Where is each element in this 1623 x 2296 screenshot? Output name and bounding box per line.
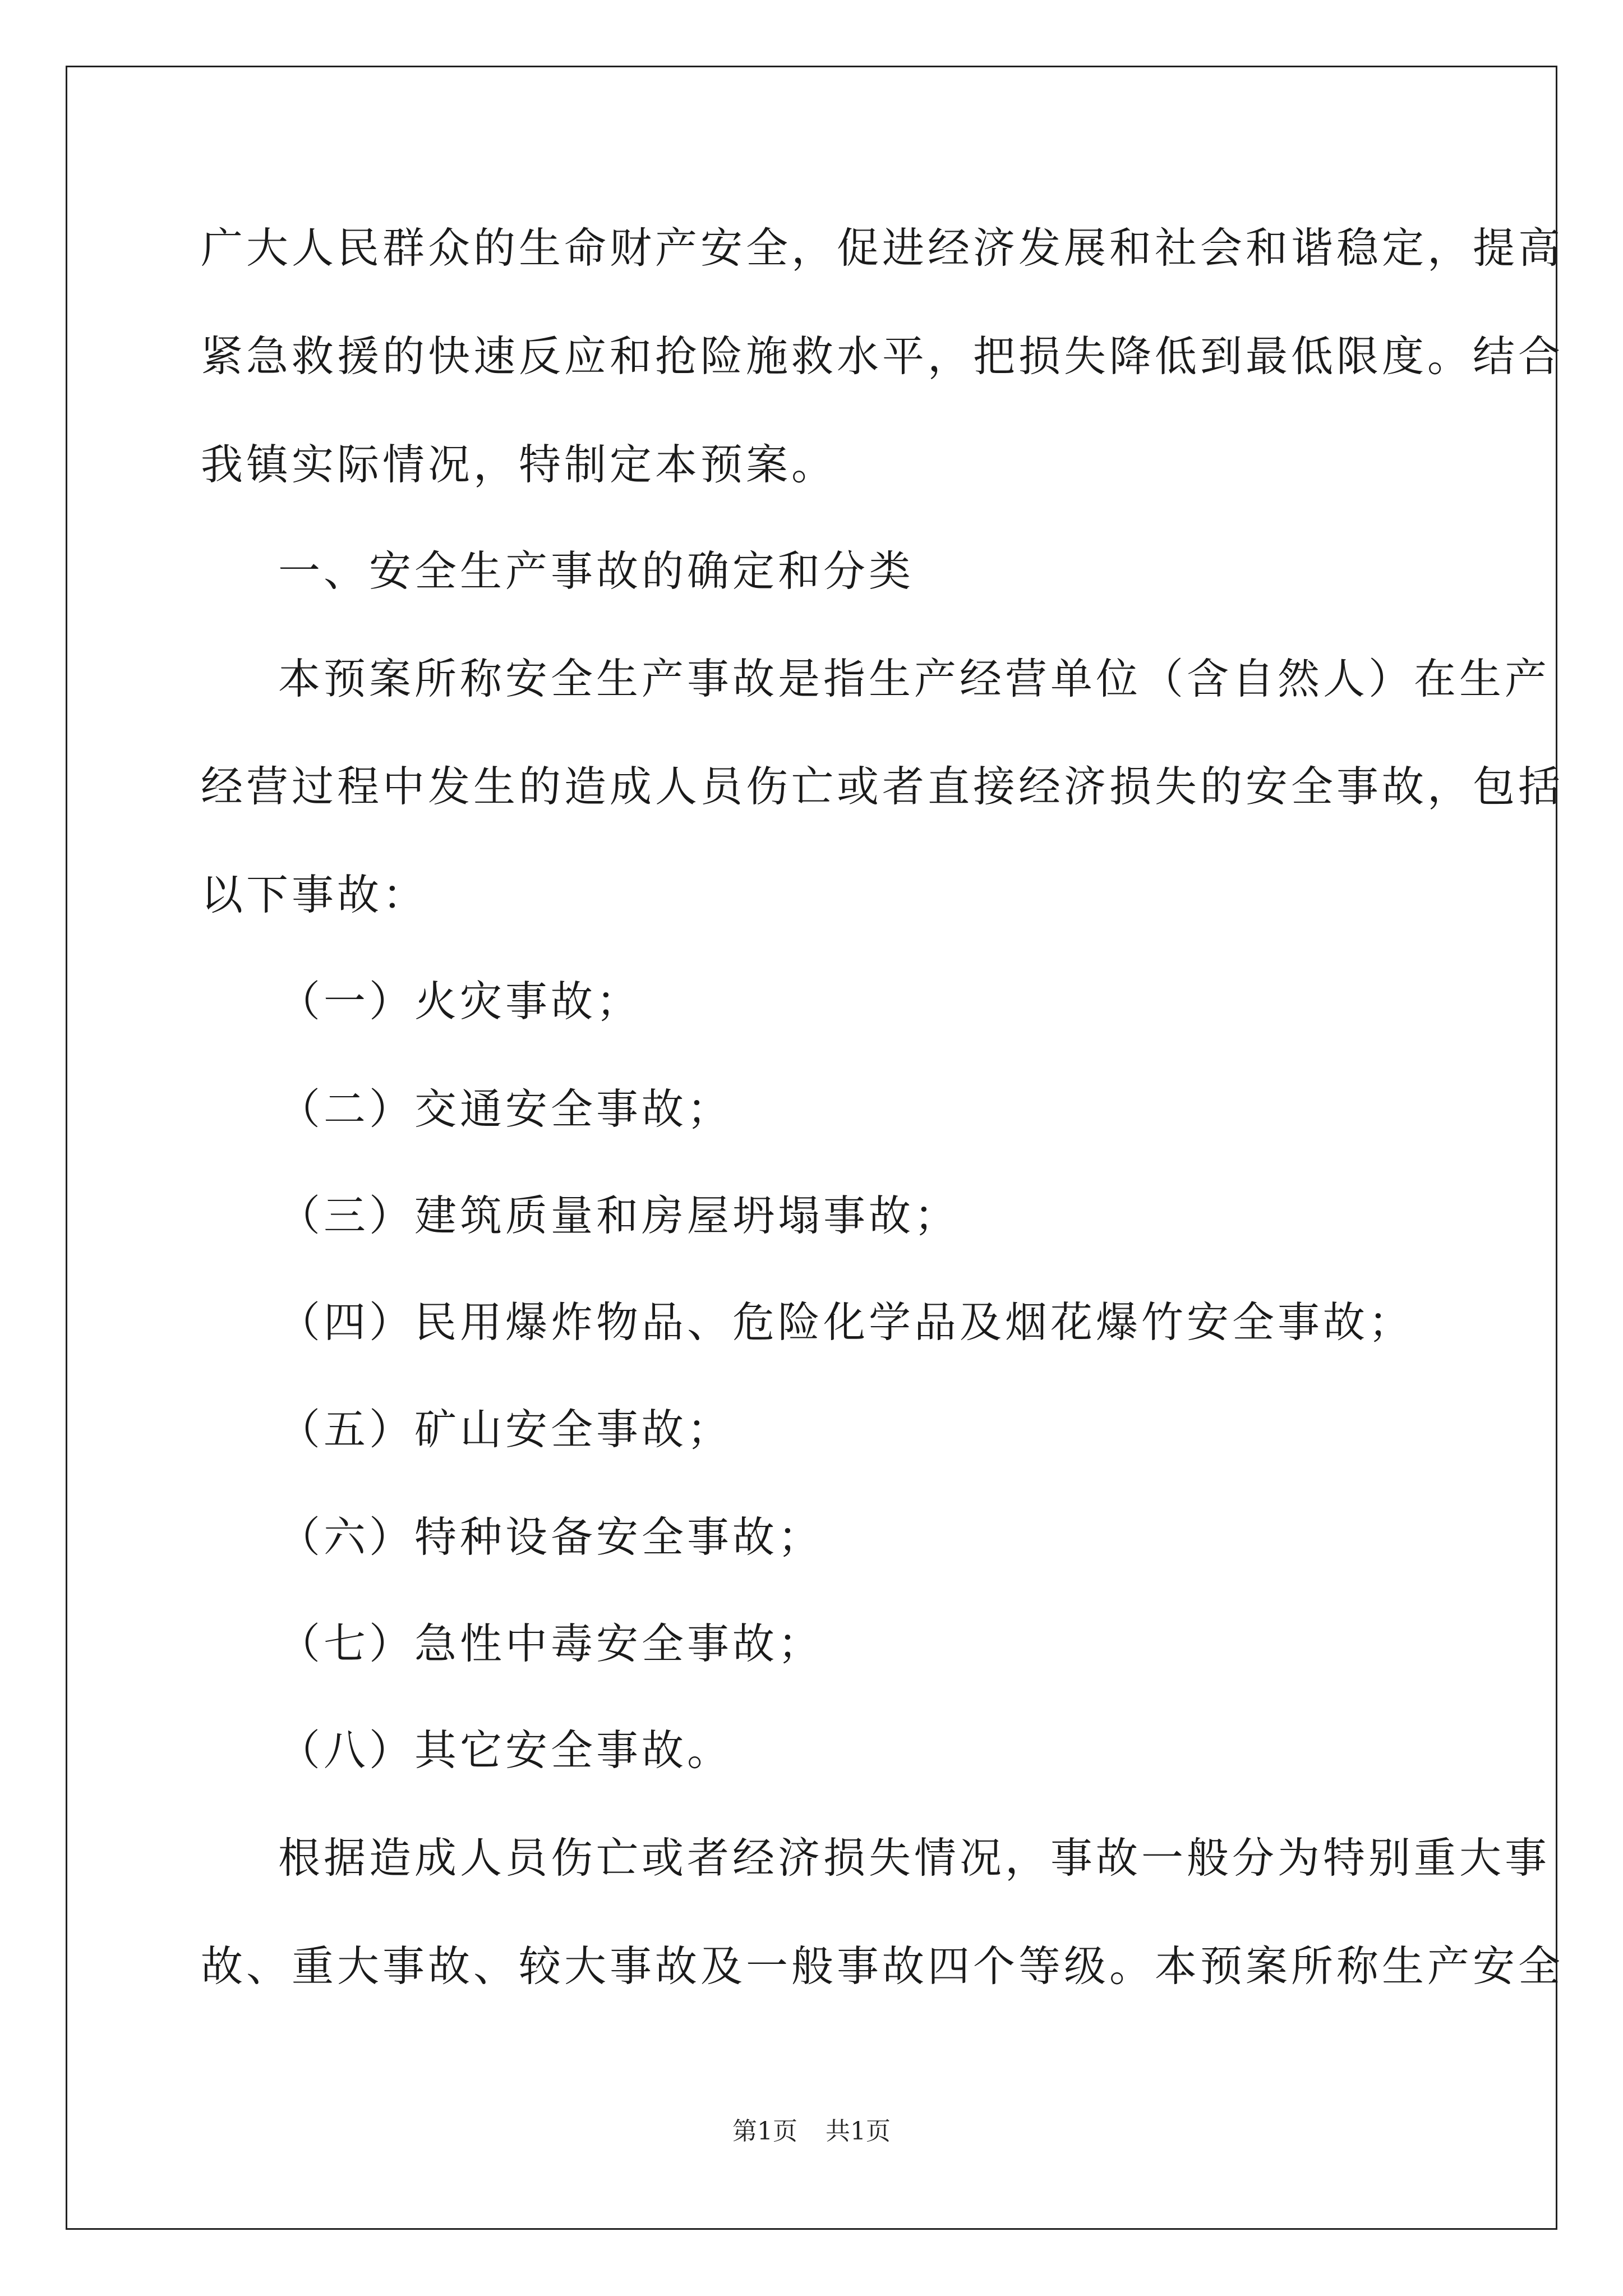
body-line: 根据造成人员伤亡或者经济损失情况，事故一般分为特别重大事 [278,1833,1551,1883]
list-item: （六）特种设备安全事故； [278,1512,824,1562]
list-item: （四）民用爆炸物品、危险化学品及烟花爆竹安全事故； [278,1297,1414,1347]
body-line: 紧急救援的快速反应和抢险施救水平，把损失降低到最低限度。结合 [201,332,1564,381]
page-number-total: 共1页 [826,2117,891,2146]
body-line: 以下事故： [201,870,428,919]
list-item: （七）急性中毒安全事故； [278,1619,824,1668]
body-line: 故、重大事故、较大事故及一般事故四个等级。本预案所称生产安全 [201,1941,1564,1991]
list-item: （三）建筑质量和房屋坍塌事故； [278,1191,960,1240]
list-item: （五）矿山安全事故； [278,1405,733,1454]
page-footer [0,2115,1623,2148]
body-line: 广大人民群众的生命财产安全，促进经济发展和社会和谐稳定，提高 [201,223,1564,273]
body-line: 我镇实际情况，特制定本预案。 [201,440,837,489]
page-number-current: 第1页 [732,2117,797,2146]
section-heading: 一、安全生产事故的确定和分类 [278,546,915,596]
list-item: （八）其它安全事故。 [278,1726,733,1775]
list-item: （一）火灾事故； [278,977,642,1026]
page-frame [66,66,1564,2230]
body-line: 经营过程中发生的造成人员伤亡或者直接经济损失的安全事故，包括 [201,762,1564,811]
list-item: （二）交通安全事故； [278,1084,733,1134]
body-line: 本预案所称安全生产事故是指生产经营单位（含自然人）在生产 [278,654,1551,703]
